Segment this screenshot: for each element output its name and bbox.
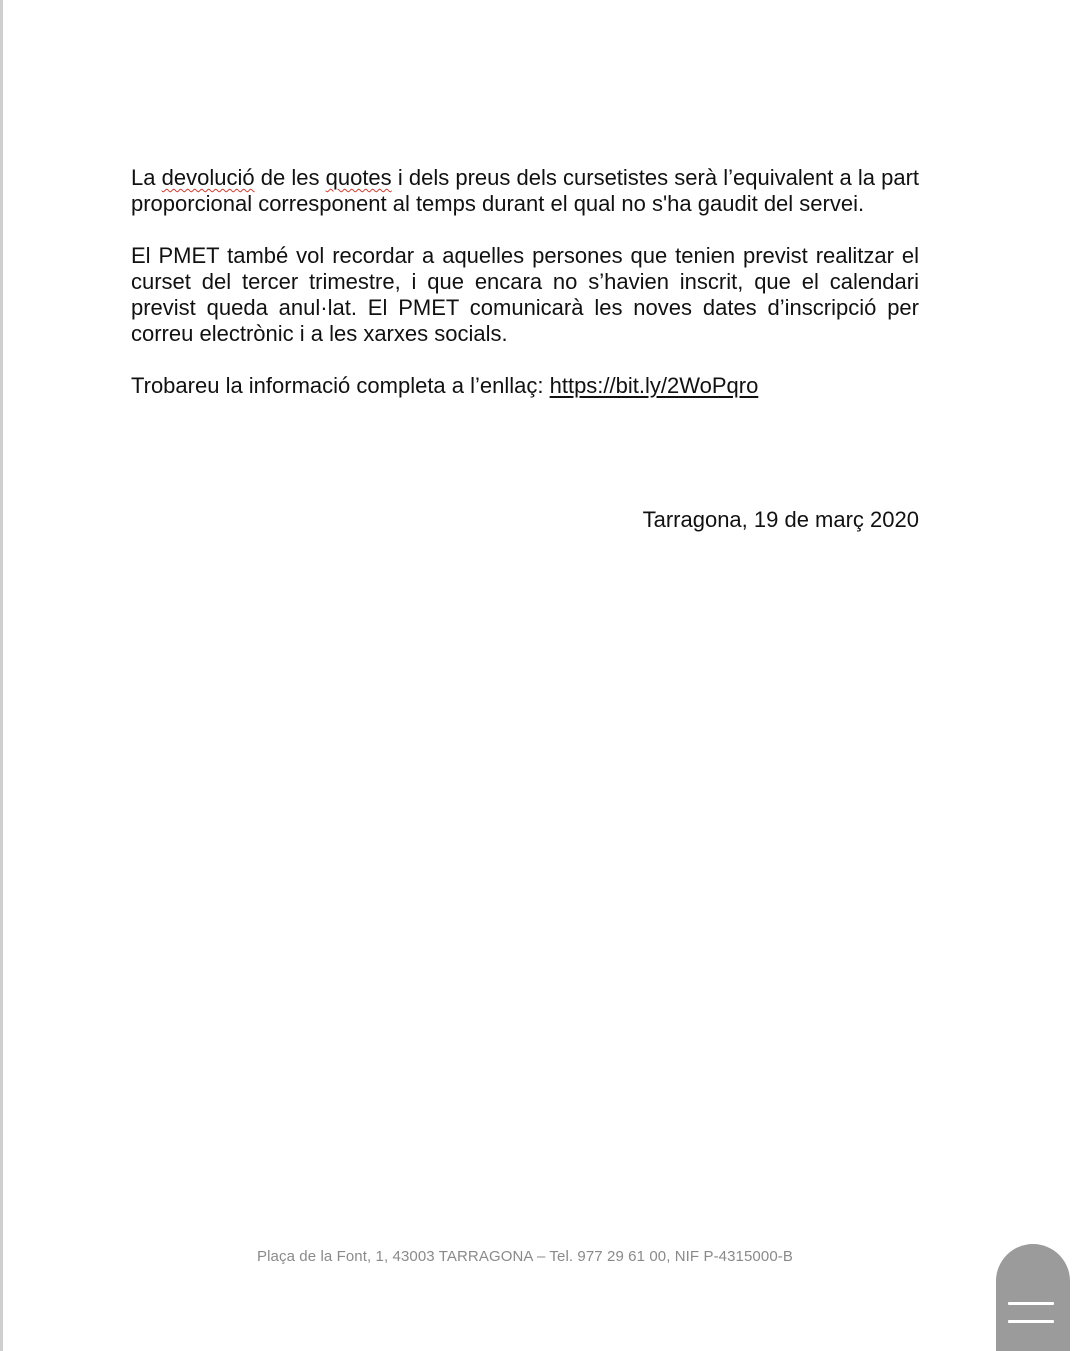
- paragraph-calendar: El PMET també vol recordar a aquelles persones que tenien previst realitzar el curset del tercer trimestre, i que encara no s’havien inscrit, que el calendari previst queda anul·lat. El PMET comunicarà les noves dates d’inscripció per correu electrònic i a les xarxes socials.: [131, 243, 919, 346]
- info-link-label: Trobareu la informació completa a l’enllaç:: [131, 373, 550, 398]
- menu-button[interactable]: [996, 1244, 1070, 1351]
- spellcheck-word-quotes: quotes: [325, 165, 392, 190]
- date-signoff: Tarragona, 19 de març 2020: [642, 507, 919, 532]
- para1-text-2: de les: [254, 165, 326, 190]
- spellcheck-word-devolucio: devolució: [161, 165, 255, 190]
- page-edge: [0, 0, 3, 1351]
- document-body: [131, 165, 919, 425]
- paragraph-refund: [131, 165, 919, 217]
- info-link[interactable]: https://bit.ly/2WoPqro: [549, 373, 759, 398]
- para1-text-1: La: [131, 165, 162, 190]
- para1-text-3: i dels preus dels cursetistes serà l’equivalent a la part proporcional corresponent al temps durant el qual no s'ha gaudit del servei.: [131, 165, 920, 216]
- footer-address: Plaça de la Font, 1, 43003 TARRAGONA – Tel. 977 29 61 00, NIF P-4315000-B: [257, 1248, 793, 1265]
- paragraph-info-link: [131, 373, 919, 399]
